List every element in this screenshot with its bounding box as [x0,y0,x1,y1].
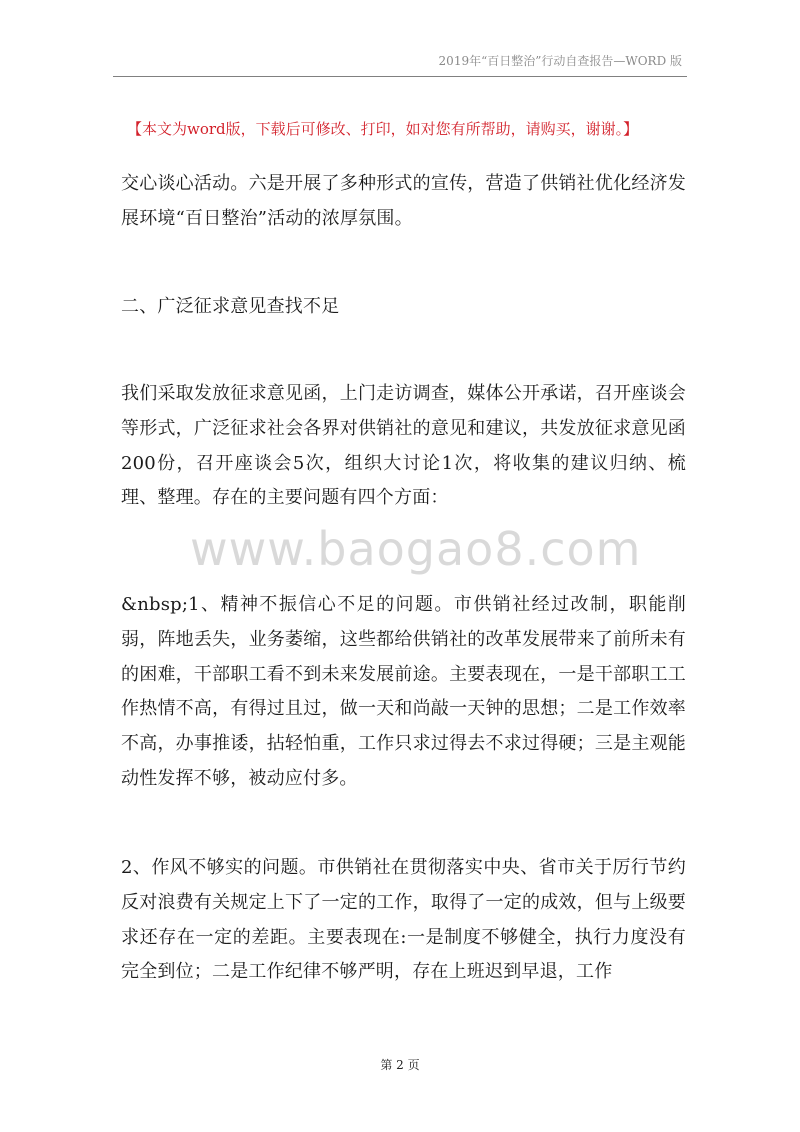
header-document-title: 2019年“百日整治”行动自查报告—WORD 版 [438,54,682,68]
paragraph-1: 交心谈心活动。六是开展了多种形式的宣传，营造了供销社优化经济发展环境“百日整治”活动的浓厚氛围。 [121,173,686,229]
watermark: www.baogao8.com [190,522,642,576]
section-heading: 二、广泛征求意见查找不足 [121,296,340,317]
purchase-notice: 【本文为word版，下载后可修改、打印，如对您有所帮助，请购买，谢谢。】 [127,120,639,138]
paragraph-4: 2、作风不够实的问题。市供销社在贯彻落实中央、省市关于厉行节约反对浪费有关规定上下了一定的工作，取得了一定的成效，但与上级要求还存在一定的差距。主要表现在:一是制度不够健全，执行力度没有完全到位；二是工作纪律不够严明，存在上班迟到早退，工作 [121,857,686,983]
paragraph-3: &nbsp;1、精神不振信心不足的问题。市供销社经过改制，职能削弱，阵地丢失，业务萎缩，这些都给供销社的改革发展带来了前所未有的困难，干部职工看不到未来发展前途。主要表现在，一是干部职工工作热情不高，有得过且过，做一天和尚敲一天钟的思想；二是工作效率不高，办事推诿，拈轻怕重，工作只求过得去不求过得硬；三是主观能动性发挥不够，被动应付多。 [121,594,686,789]
header-divider [113,76,687,77]
paragraph-2: 我们采取发放征求意见函，上门走访调查，媒体公开承诺，召开座谈会等形式，广泛征求社会各界对供销社的意见和建议，共发放征求意见函200份，召开座谈会5次，组织大讨论1次，将收集的建议归纳、梳理、整理。存在的主要问题有四个方面： [121,383,686,509]
page-number: 第 2 页 [380,1058,420,1072]
